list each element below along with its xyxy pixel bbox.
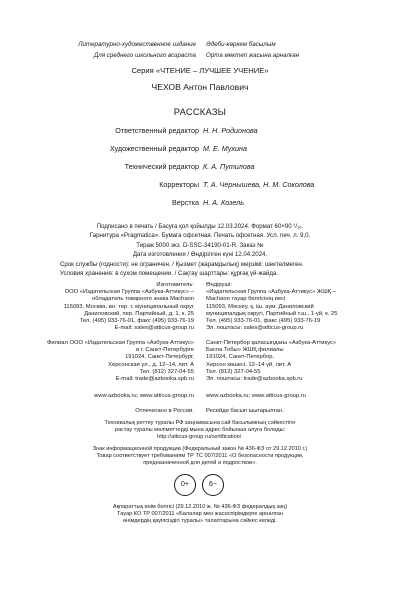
branch-line: Тел. (812) 327-04-55 <box>206 368 261 375</box>
header-right-line-1: Әдеби-көркем басылым <box>206 41 276 48</box>
print-line: Тираж 5000 экз. D-SSC-34190-01-R. Заказ № <box>136 241 264 249</box>
age-mark-0-plus: 0+ <box>174 474 196 496</box>
branch-line: Херсон көшесі, 12–14 үй, лит. А <box>206 361 292 368</box>
manufacturer-line: Тел. (495) 933-76-01, факс (495) 933-76-19 <box>206 318 321 325</box>
credit-name: К. А. Путилова <box>203 162 255 171</box>
manufacturer-line: муниципалдық округі, Партийный т.ш., 1-үй, к. 25 <box>206 310 338 317</box>
header-left-line-2: Для среднего школьного возраста <box>93 52 196 59</box>
certification-line: Техникалық реттеу туралы РФ заңнамасына сай басылымның сәйкестігін <box>104 420 296 426</box>
kz-info <box>0 504 400 525</box>
series-title: Серия «ЧТЕНИЕ – ЛУЧШЕЕ УЧЕНИЕ» <box>131 66 269 75</box>
manufacturer-kz <box>206 282 338 332</box>
manufacturer-line: Тел. (495) 933-76-01, факс (495) 933-76-19 <box>79 318 194 325</box>
header-left-line-1: Литературно-художественное издание <box>78 41 196 48</box>
branch-line: Баспа Тобы» ЖШҚ филиалы <box>206 347 284 354</box>
manufacturer-line: E-mail: sales@atticus-group.ru <box>114 325 194 332</box>
credit-label: Верстка <box>172 198 199 207</box>
printed-in-russia: Отпечатано в России. <box>135 408 194 414</box>
branch-line: Тел. (812) 327-04-55 <box>139 368 194 375</box>
info-mark-line: Знак информационной продукции (Федеральный закон № 436-ФЗ от 29.12.2010 г.) <box>92 446 308 452</box>
kz-info-line: өнімдердің қауіпсіздігі туралы» талаптарына сәйкес келеді. <box>123 518 277 524</box>
manufacturer-line: Изготовитель: <box>156 282 194 288</box>
info-mark-line: предназначенной для детей и подростков». <box>143 460 257 466</box>
manufacturer-line: Эл. поштасы: sales@atticus-group.ru <box>206 325 304 332</box>
branch-line: E-mail: trade@azbooka.spb.ru <box>115 376 194 383</box>
branch-line: Санкт-Петербор қаласындағы «Азбука-Аттикус» <box>206 340 337 346</box>
info-mark-line: Товар соответствует требованиям ТР ТС 007/2011 «О безопасности продукции, <box>96 453 304 459</box>
branch-line: 191024, Санкт-Петербург, <box>125 354 194 361</box>
credit-label: Ответственный редактор <box>115 126 199 135</box>
manufacturer-ru <box>64 282 194 332</box>
age-marks <box>0 474 400 496</box>
age-mark-6: 6− <box>202 474 224 496</box>
print-line: Дата изготовления / Өндірілген күні 12.04.2024. <box>132 251 268 259</box>
credit-name: Т. А. Чернышева, Н. М. Соколова <box>203 180 315 189</box>
storage-details <box>60 260 400 279</box>
website-ru: www.azbooka.ru; www.atticus-group.ru <box>94 393 194 399</box>
info-product-mark <box>0 446 400 467</box>
website-kz: www.azbooka.ru; www.atticus-group.ru <box>206 393 306 399</box>
print-line: Подписано в печать / Басуға қол қойылды 12.03.2024. Формат 60×90 ¹/₁₆. <box>96 223 304 230</box>
branch-kz <box>206 340 336 383</box>
manufacturer-line: Өндіруші: <box>206 282 232 288</box>
author-name: ЧЕХОВ Антон Павлович <box>151 82 249 92</box>
credit-label: Художественный редактор <box>109 144 199 153</box>
shelf-life-line: Срок службы (годности): не ограничен. / Қызмет (жарамдылық) мерзімі: шектелмеген. <box>60 261 304 268</box>
branch-line: Эл. поштасы: trade@azbooka.spb.ru <box>206 376 303 383</box>
credit-label: Корректоры <box>159 180 199 189</box>
printed-in-russia-kz: Ресейде басып шығарылған. <box>206 408 284 414</box>
credit-name: М. Е. Мухина <box>203 144 247 153</box>
print-line: Гарнитура «Pragmatica». Бумага офсетная. Печать офсетная. Усл. печ. л. 9,0. <box>89 232 311 240</box>
certification-line: растау туралы мәліметтерді мына адрес бойынша алуға болады: <box>114 427 286 433</box>
branch-line: Херсонская ул., д. 12–14, лит. А <box>108 361 194 368</box>
manufacturer-line: Даниловский, пер. Партийный, д. 1, к. 25 <box>84 310 194 317</box>
credit-name: Н. Н. Родионова <box>203 126 258 135</box>
manufacturer-line: 115093, Москва, вн. тер. г. муниципальный округ <box>63 303 194 310</box>
storage-line: Условия хранения: в сухом помещении. / Сақтау шарттары: құрғақ үй-жайда. <box>60 270 278 278</box>
certification-line: http://atticus-group.ru/certification/. <box>157 434 243 440</box>
kz-info-line: Ақпараттық өнім белгісі (29.12.2010 ж. № 436-ФЗ федералдық заң) <box>112 504 288 510</box>
manufacturer-line: обладатель товарного знака Machaon <box>92 296 194 303</box>
manufacturer-line: ООО «Издательская Группа «Азбука-Аттикус» – <box>64 289 194 296</box>
credit-name: Н. А. Козель <box>203 198 244 207</box>
manufacturer-line: 115093, Мәскеу, қ. іш. аум. Даниловский <box>206 303 314 310</box>
branch-line: 191024, Санкт-Петербор, <box>206 354 275 361</box>
book-title: РАССКАЗЫ <box>173 106 227 117</box>
manufacturer-line: «Издательская Группа «Азбука-Аттикус» ЖШҚ – <box>206 289 336 296</box>
kz-info-line: Тауар КО ТР 007/2011 «Балалар мен жасөспірімдерге арналған <box>117 511 283 517</box>
print-details <box>0 222 400 260</box>
branch-line: Филиал ООО «Издательская Группа «Азбука-Аттикус» <box>47 340 194 346</box>
certification-info <box>0 420 400 441</box>
header-right-line-2: Орта мектеп жасына арналған <box>206 52 300 59</box>
branch-ru <box>47 340 194 383</box>
branch-line: в г. Санкт-Петербурге <box>136 347 194 354</box>
credit-label: Технический редактор <box>124 162 199 171</box>
manufacturer-line: Machaon тауар белгісінің иесі <box>206 296 286 303</box>
